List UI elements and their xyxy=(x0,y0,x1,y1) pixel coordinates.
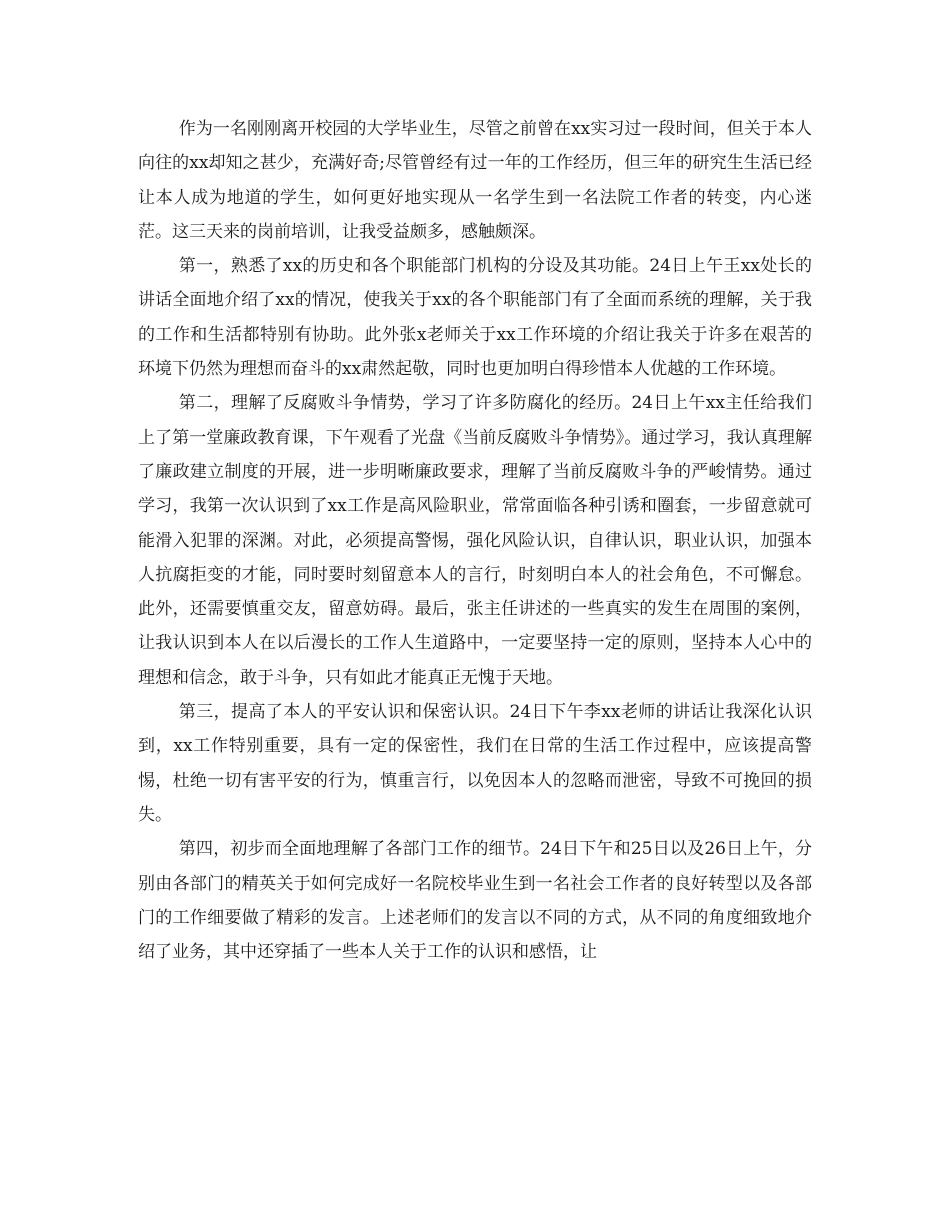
document-page xyxy=(138,112,812,969)
paragraph-first: 第一，熟悉了xx的历史和各个职能部门机构的分设及其功能。24日上午王xx处长的讲话全面地介绍了xx的情况，使我关于xx的各个职能部门有了全面而系统的理解，关于我的工作和生活都特别有协助。此外张x老师关于xx工作环境的介绍让我关于许多在艰苦的环境下仍然为理想而奋斗的xx肃然起敬，同时也更加明白得珍惜本人优越的工作环境。 xyxy=(138,256,812,380)
paragraph-second: 第二，理解了反腐败斗争情势，学习了许多防腐化的经历。24日上午xx主任给我们上了第一堂廉政教育课，下午观看了光盘《当前反腐败斗争情势》。通过学习，我认真理解了廉政建立制度的开展，进一步明晰廉政要求，理解了当前反腐败斗争的严峻情势。通过学习，我第一次认识到了xx工作是高风险职业，常常面临各种引诱和圈套，一步留意就可能滑入犯罪的深渊。对此，必须提高警惕，强化风险认识，自律认识，职业认识，加强本人抗腐拒变的才能，同时要时刻留意本人的言行，时刻明白本人的社会角色，不可懈怠。此外，还需要慎重交友，留意妨碍。最后，张主任讲述的一些真实的发生在周围的案例，让我认识到本人在以后漫长的工作人生道路中，一定要坚持一定的原则，坚持本人心中的理想和信念，敢于斗争，只有如此才能真正无愧于天地。 xyxy=(138,393,812,688)
paragraph-third: 第三，提高了本人的平安认识和保密认识。24日下午李xx老师的讲话让我深化认识到，xx工作特别重要，具有一定的保密性，我们在日常的生活工作过程中，应该提高警惕，杜绝一切有害平安的行为，慎重言行，以免因本人的忽略而泄密，导致不可挽回的损失。 xyxy=(138,702,812,825)
paragraph-intro: 作为一名刚刚离开校园的大学毕业生，尽管之前曾在xx实习过一段时间，但关于本人向往的xx却知之甚少，充满好奇;尽管曾经有过一年的工作经历，但三年的研究生生活已经让本人成为地道的学生，如何更好地实现从一名学生到一名法院工作者的转变，内心迷茫。这三天来的岗前培训，让我受益颇多，感触颇深。 xyxy=(138,119,812,242)
paragraph-fourth: 第四，初步而全面地理解了各部门工作的细节。24日下午和25日以及26日上午，分别由各部门的精英关于如何完成好一名院校毕业生到一名社会工作者的良好转型以及各部门的工作细要做了精彩的发言。上述老师们的发言以不同的方式，从不同的角度细致地介绍了业务，其中还穿插了一些本人关于工作的认识和感悟，让 xyxy=(138,839,812,963)
